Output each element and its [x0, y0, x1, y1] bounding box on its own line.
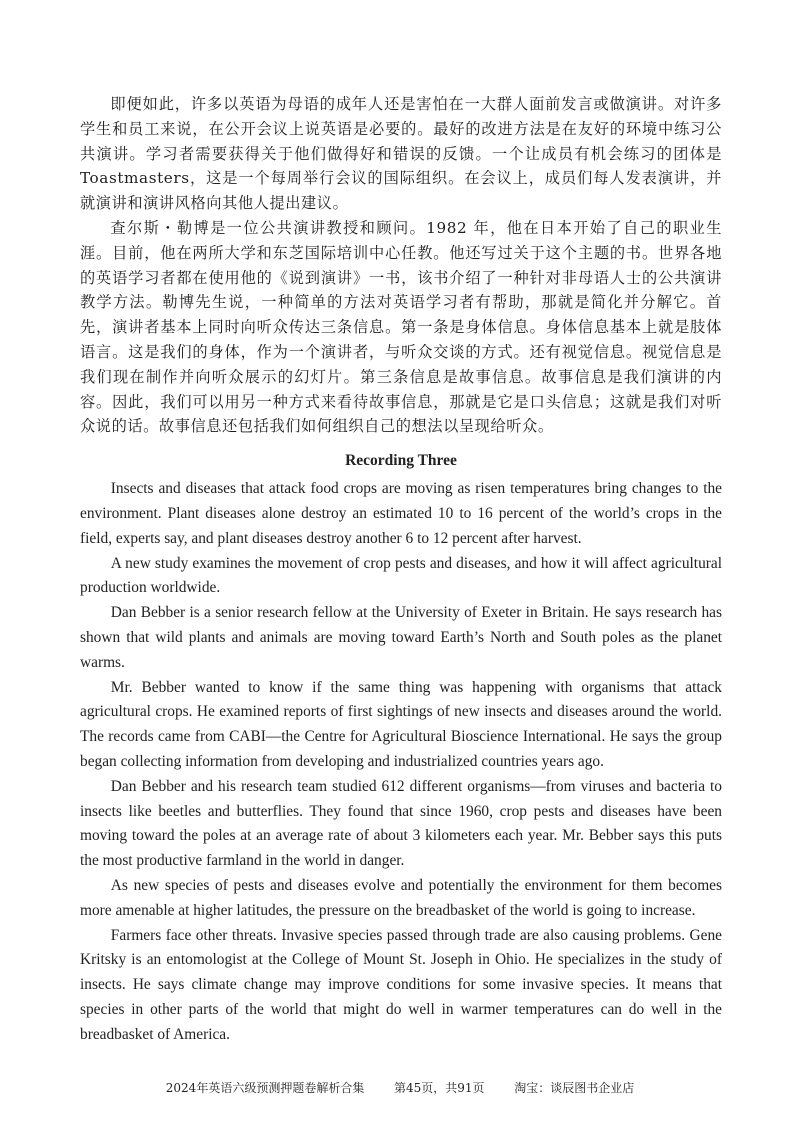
footer-page-info: 第45页，共91页: [393, 1081, 485, 1095]
section-heading: Recording Three: [345, 452, 457, 470]
english-paragraph: As new species of pests and diseases evolve and potentially the environment for them becomes more amenable at higher latitudes, the pressure on the breadbasket of the world is going to increase.: [80, 876, 722, 919]
english-paragraph: Dan Bebber is a senior research fellow at the University of Exeter in Britain. He says research has shown that wild plants and animals are moving toward Earth’s North and South poles as the planet warms.: [80, 604, 722, 671]
chinese-translation-section: [80, 92, 722, 439]
footer-book-title: 2024年英语六级预测押题卷解析合集: [165, 1081, 365, 1095]
page-footer: [0, 1079, 800, 1096]
english-paragraph: Insects and diseases that attack food crops are moving as risen temperatures bring changes to the environment. Plant diseases alone destroy an estimated 10 to 16 percent of the world’s crops in the field, experts say, and plant diseases destroy another 6 to 12 percent after harvest.: [80, 480, 722, 547]
chinese-paragraph: 即便如此，许多以英语为母语的成年人还是害怕在一大群人面前发言或做演讲。对许多学生和员工来说，在公开会议上说英语是必要的。最好的改进方法是在友好的环境中练习公共演讲。学习者需要获得关于他们做得好和错误的反馈。一个让成员有机会练习的团体是 Toastmasters，这是一个每周举行会议的国际组织。在会议上，成员们每人发表演讲，并就演讲和演讲风格向其他人提出建议。: [80, 95, 722, 213]
english-transcript-section: [80, 477, 722, 1047]
document-page: [80, 92, 722, 1047]
english-paragraph: A new study examines the movement of crop pests and diseases, and how it will affect agricultural production worldwide.: [80, 554, 722, 597]
english-paragraph: Dan Bebber and his research team studied 612 different organisms—from viruses and bacteria to insects like beetles and butterflies. They found that since 1960, crop pests and diseases have been moving toward the poles at an average rate of about 3 kilometers each year. Mr. Bebber says this puts the most productive farmland in the world in danger.: [80, 777, 722, 870]
english-paragraph: Farmers face other threats. Invasive species passed through trade are also causing problems. Gene Kritsky is an entomologist at the College of Mount St. Joseph in Ohio. He specializes in the study of insects. He says climate change may improve conditions for some invasive species. It means that species in other parts of the world that might do well in warmer temperatures can do well in the breadbasket of America.: [80, 926, 722, 1043]
english-paragraph: Mr. Bebber wanted to know if the same thing was happening with organisms that attack agricultural crops. He examined reports of first sightings of new insects and diseases around the world. The records came from CABI—the Centre for Agricultural Bioscience International. He says the group began collecting information from developing and industrialized countries years ago.: [80, 678, 722, 770]
footer-shop: 淘宝：谈辰图书企业店: [514, 1081, 635, 1095]
chinese-paragraph: 查尔斯・勒博是一位公共演讲教授和顾问。1982 年，他在日本开始了自己的职业生涯。目前，他在两所大学和东芝国际培训中心任教。他还写过关于这个主题的书。世界各地的英语学习者都在使用他的《说到演讲》一书，该书介绍了一种针对非母语人士的公共演讲教学方法。勒博先生说，一种简单的方法对英语学习者有帮助，那就是简化并分解它。首先，演讲者基本上同时向听众传达三条信息。第一条是身体信息。身体信息基本上就是肢体语言。这是我们的身体，作为一个演讲者，与听众交谈的方式。还有视觉信息。视觉信息是我们现在制作并向听众展示的幻灯片。第三条信息是故事信息。故事信息是我们演讲的内容。因此，我们可以用另一种方式来看待故事信息，那就是它是口头信息；这就是我们对听众说的话。故事信息还包括我们如何组织自己的想法以呈现给听众。: [80, 218, 722, 436]
